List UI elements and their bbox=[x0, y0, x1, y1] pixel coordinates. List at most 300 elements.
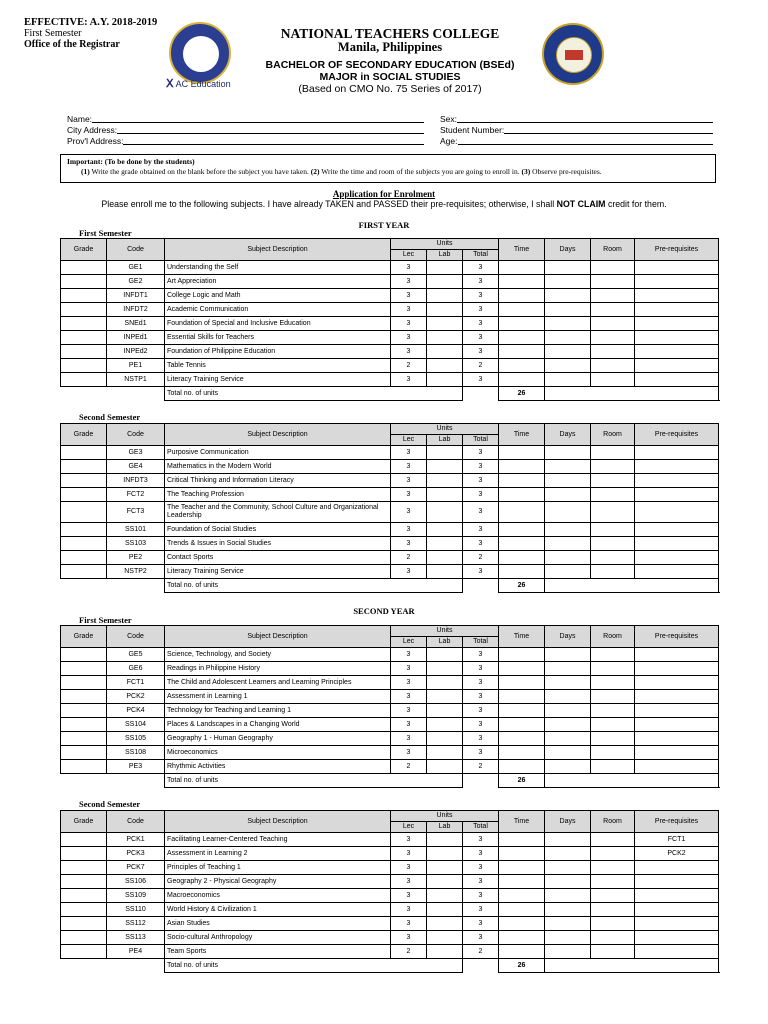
total-units-row bbox=[61, 774, 719, 788]
subject-code: SS105 bbox=[107, 732, 165, 746]
room-input-cell[interactable] bbox=[591, 303, 635, 317]
subject-description: Macroeconomics bbox=[165, 889, 391, 903]
registrar-office: Office of the Registrar bbox=[24, 39, 120, 50]
time-input-cell[interactable] bbox=[499, 690, 545, 704]
provincial-address-field[interactable] bbox=[67, 136, 424, 147]
time-input-cell[interactable] bbox=[499, 903, 545, 917]
days-input-cell[interactable] bbox=[545, 331, 591, 345]
subject-code: SS112 bbox=[107, 917, 165, 931]
days-input-cell[interactable] bbox=[545, 945, 591, 959]
room-input-cell[interactable] bbox=[591, 861, 635, 875]
time-input-cell[interactable] bbox=[499, 317, 545, 331]
table-row bbox=[61, 917, 719, 931]
time-input-cell[interactable] bbox=[499, 861, 545, 875]
room-input-cell[interactable] bbox=[591, 261, 635, 275]
subject-code: PE4 bbox=[107, 945, 165, 959]
days-input-cell[interactable] bbox=[545, 861, 591, 875]
time-input-cell[interactable] bbox=[499, 718, 545, 732]
age-field[interactable] bbox=[440, 136, 713, 147]
prerequisite bbox=[635, 676, 719, 690]
time-input-cell[interactable] bbox=[499, 331, 545, 345]
grade-input-cell[interactable] bbox=[61, 565, 107, 579]
subject-code: NSTP2 bbox=[107, 565, 165, 579]
room-input-cell[interactable] bbox=[591, 704, 635, 718]
total-units: 3 bbox=[463, 917, 499, 931]
instruction-text: Observe pre-requisites. bbox=[532, 167, 602, 176]
grade-input-cell[interactable] bbox=[61, 931, 107, 945]
lab-units bbox=[427, 732, 463, 746]
time-input-cell[interactable] bbox=[499, 523, 545, 537]
room-input-cell[interactable] bbox=[591, 359, 635, 373]
subject-code: GE3 bbox=[107, 446, 165, 460]
code-column-header: Code bbox=[107, 811, 165, 833]
subject-description: Contact Sports bbox=[165, 551, 391, 565]
time-input-cell[interactable] bbox=[499, 537, 545, 551]
subject-code: PCK7 bbox=[107, 861, 165, 875]
days-input-cell[interactable] bbox=[545, 847, 591, 861]
days-input-cell[interactable] bbox=[545, 917, 591, 931]
grade-input-cell[interactable] bbox=[61, 648, 107, 662]
lec-units: 3 bbox=[391, 446, 427, 460]
room-input-cell[interactable] bbox=[591, 875, 635, 889]
subject-code: INFDT2 bbox=[107, 303, 165, 317]
prerequisite bbox=[635, 690, 719, 704]
time-input-cell[interactable] bbox=[499, 488, 545, 502]
time-input-cell[interactable] bbox=[499, 833, 545, 847]
total-units: 3 bbox=[463, 746, 499, 760]
total-units-label: Total no. of units bbox=[165, 774, 463, 788]
time-input-cell[interactable] bbox=[499, 746, 545, 760]
grade-input-cell[interactable] bbox=[61, 303, 107, 317]
table-row bbox=[61, 718, 719, 732]
empty-cell bbox=[61, 387, 165, 401]
grade-input-cell[interactable] bbox=[61, 289, 107, 303]
subject-description: Science, Technology, and Society bbox=[165, 648, 391, 662]
room-input-cell[interactable] bbox=[591, 275, 635, 289]
instruction-number: (2) bbox=[310, 167, 320, 176]
table-row bbox=[61, 875, 719, 889]
instructions-body bbox=[67, 167, 709, 177]
total-units: 2 bbox=[463, 760, 499, 774]
lec-units: 3 bbox=[391, 861, 427, 875]
code-column-header: Code bbox=[107, 239, 165, 261]
sex-label: Sex: bbox=[440, 114, 458, 124]
room-input-cell[interactable] bbox=[591, 833, 635, 847]
days-input-cell[interactable] bbox=[545, 275, 591, 289]
time-input-cell[interactable] bbox=[499, 289, 545, 303]
days-input-cell[interactable] bbox=[545, 551, 591, 565]
grade-input-cell[interactable] bbox=[61, 875, 107, 889]
semester-total-units: 26 bbox=[499, 579, 545, 593]
ac-education-label: AC Education bbox=[175, 79, 231, 89]
subject-description: Literacy Training Service bbox=[165, 565, 391, 579]
grade-input-cell[interactable] bbox=[61, 488, 107, 502]
lec-units: 3 bbox=[391, 718, 427, 732]
total-units: 3 bbox=[463, 718, 499, 732]
lab-units bbox=[427, 474, 463, 488]
lab-units bbox=[427, 289, 463, 303]
grade-input-cell[interactable] bbox=[61, 917, 107, 931]
lec-units: 3 bbox=[391, 690, 427, 704]
subject-description: Purposive Communication bbox=[165, 446, 391, 460]
empty-cell bbox=[545, 774, 719, 788]
days-input-cell[interactable] bbox=[545, 488, 591, 502]
grade-input-cell[interactable] bbox=[61, 760, 107, 774]
total-units: 2 bbox=[463, 359, 499, 373]
days-input-cell[interactable] bbox=[545, 676, 591, 690]
statement-text-end: credit for them. bbox=[607, 199, 667, 209]
total-units: 3 bbox=[463, 537, 499, 551]
time-input-cell[interactable] bbox=[499, 662, 545, 676]
prerequisite bbox=[635, 488, 719, 502]
prerequisite bbox=[635, 537, 719, 551]
lab-units bbox=[427, 261, 463, 275]
grade-input-cell[interactable] bbox=[61, 359, 107, 373]
lec-units: 3 bbox=[391, 917, 427, 931]
time-input-cell[interactable] bbox=[499, 460, 545, 474]
time-column-header: Time bbox=[499, 239, 545, 261]
table-row bbox=[61, 662, 719, 676]
days-input-cell[interactable] bbox=[545, 261, 591, 275]
days-input-cell[interactable] bbox=[545, 359, 591, 373]
days-input-cell[interactable] bbox=[545, 746, 591, 760]
room-input-cell[interactable] bbox=[591, 373, 635, 387]
days-input-cell[interactable] bbox=[545, 833, 591, 847]
subject-description: Geography 2 - Physical Geography bbox=[165, 875, 391, 889]
days-input-cell[interactable] bbox=[545, 704, 591, 718]
prerequisites-column-header: Pre-requisites bbox=[635, 626, 719, 648]
semester-heading: First Semester bbox=[79, 228, 132, 238]
city-address-field[interactable] bbox=[67, 125, 424, 136]
code-column-header: Code bbox=[107, 626, 165, 648]
grade-input-cell[interactable] bbox=[61, 704, 107, 718]
days-input-cell[interactable] bbox=[545, 875, 591, 889]
units-column-header: Units bbox=[391, 811, 499, 822]
subjects-table bbox=[60, 810, 719, 973]
grade-input-cell[interactable] bbox=[61, 662, 107, 676]
room-input-cell[interactable] bbox=[591, 565, 635, 579]
total-units: 3 bbox=[463, 861, 499, 875]
room-input-cell[interactable] bbox=[591, 732, 635, 746]
time-input-cell[interactable] bbox=[499, 474, 545, 488]
subject-description: Critical Thinking and Information Literacy bbox=[165, 474, 391, 488]
lab-units bbox=[427, 903, 463, 917]
room-input-cell[interactable] bbox=[591, 746, 635, 760]
grade-input-cell[interactable] bbox=[61, 474, 107, 488]
lec-units: 3 bbox=[391, 875, 427, 889]
room-input-cell[interactable] bbox=[591, 718, 635, 732]
grade-input-cell[interactable] bbox=[61, 523, 107, 537]
lec-units: 3 bbox=[391, 889, 427, 903]
subject-description: World History & Civilization 1 bbox=[165, 903, 391, 917]
instruction-text: Write the grade obtained on the blank before the subject you have taken. bbox=[91, 167, 309, 176]
table-row bbox=[61, 889, 719, 903]
subject-code: NSTP1 bbox=[107, 373, 165, 387]
empty-cell bbox=[463, 579, 499, 593]
total-units: 3 bbox=[463, 704, 499, 718]
subject-code: GE1 bbox=[107, 261, 165, 275]
grade-input-cell[interactable] bbox=[61, 537, 107, 551]
prerequisite bbox=[635, 446, 719, 460]
days-input-cell[interactable] bbox=[545, 345, 591, 359]
subject-code: INPEd2 bbox=[107, 345, 165, 359]
grade-input-cell[interactable] bbox=[61, 317, 107, 331]
table-row bbox=[61, 331, 719, 345]
ntc-seal-icon bbox=[169, 22, 231, 84]
lab-units bbox=[427, 537, 463, 551]
room-input-cell[interactable] bbox=[591, 648, 635, 662]
room-input-cell[interactable] bbox=[591, 446, 635, 460]
lec-units: 3 bbox=[391, 833, 427, 847]
total-units: 2 bbox=[463, 551, 499, 565]
time-input-cell[interactable] bbox=[499, 446, 545, 460]
room-input-cell[interactable] bbox=[591, 523, 635, 537]
grade-column-header: Grade bbox=[61, 424, 107, 446]
time-input-cell[interactable] bbox=[499, 889, 545, 903]
room-input-cell[interactable] bbox=[591, 917, 635, 931]
prerequisite bbox=[635, 718, 719, 732]
empty-cell bbox=[545, 579, 719, 593]
room-input-cell[interactable] bbox=[591, 760, 635, 774]
time-input-cell[interactable] bbox=[499, 760, 545, 774]
lec-units: 3 bbox=[391, 460, 427, 474]
room-input-cell[interactable] bbox=[591, 847, 635, 861]
student-number-field[interactable] bbox=[440, 125, 713, 136]
grade-input-cell[interactable] bbox=[61, 732, 107, 746]
table-row bbox=[61, 502, 719, 523]
subject-code: SS108 bbox=[107, 746, 165, 760]
lab-units bbox=[427, 446, 463, 460]
lec-units: 2 bbox=[391, 551, 427, 565]
subject-description: Technology for Teaching and Learning 1 bbox=[165, 704, 391, 718]
days-column-header: Days bbox=[545, 626, 591, 648]
grade-input-cell[interactable] bbox=[61, 847, 107, 861]
lec-units: 3 bbox=[391, 676, 427, 690]
time-input-cell[interactable] bbox=[499, 565, 545, 579]
days-column-header: Days bbox=[545, 811, 591, 833]
grade-input-cell[interactable] bbox=[61, 261, 107, 275]
days-input-cell[interactable] bbox=[545, 317, 591, 331]
time-input-cell[interactable] bbox=[499, 275, 545, 289]
days-input-cell[interactable] bbox=[545, 565, 591, 579]
time-input-cell[interactable] bbox=[499, 345, 545, 359]
subject-code: PCK1 bbox=[107, 833, 165, 847]
room-input-cell[interactable] bbox=[591, 488, 635, 502]
subject-description: Literacy Training Service bbox=[165, 373, 391, 387]
grade-input-cell[interactable] bbox=[61, 945, 107, 959]
prerequisite bbox=[635, 875, 719, 889]
time-input-cell[interactable] bbox=[499, 704, 545, 718]
empty-cell bbox=[61, 959, 165, 973]
grade-input-cell[interactable] bbox=[61, 903, 107, 917]
effective-year: EFFECTIVE: A.Y. 2018-2019 bbox=[24, 17, 158, 28]
time-input-cell[interactable] bbox=[499, 875, 545, 889]
days-input-cell[interactable] bbox=[545, 889, 591, 903]
time-input-cell[interactable] bbox=[499, 917, 545, 931]
table-row bbox=[61, 704, 719, 718]
subject-code: FCT1 bbox=[107, 676, 165, 690]
subject-description: Places & Landscapes in a Changing World bbox=[165, 718, 391, 732]
subject-description: Socio-cultural Anthropology bbox=[165, 931, 391, 945]
days-input-cell[interactable] bbox=[545, 732, 591, 746]
grade-input-cell[interactable] bbox=[61, 861, 107, 875]
subject-description: The Teacher and the Community, School Culture and Organizational Leadership bbox=[165, 502, 391, 523]
subject-description: Foundation of Social Studies bbox=[165, 523, 391, 537]
lab-units bbox=[427, 303, 463, 317]
grade-input-cell[interactable] bbox=[61, 373, 107, 387]
room-input-cell[interactable] bbox=[591, 317, 635, 331]
days-input-cell[interactable] bbox=[545, 903, 591, 917]
table-row bbox=[61, 373, 719, 387]
college-location: Manila, Philippines bbox=[337, 40, 443, 54]
days-input-cell[interactable] bbox=[545, 502, 591, 523]
prerequisite bbox=[635, 359, 719, 373]
subject-description: Assessment in Learning 2 bbox=[165, 847, 391, 861]
prerequisite bbox=[635, 732, 719, 746]
room-input-cell[interactable] bbox=[591, 945, 635, 959]
name-field[interactable] bbox=[67, 114, 424, 125]
city-address-label: City Address: bbox=[67, 125, 118, 135]
grade-input-cell[interactable] bbox=[61, 331, 107, 345]
lec-units: 3 bbox=[391, 523, 427, 537]
lec-units: 3 bbox=[391, 275, 427, 289]
room-input-cell[interactable] bbox=[591, 931, 635, 945]
total-units: 3 bbox=[463, 648, 499, 662]
room-input-cell[interactable] bbox=[591, 662, 635, 676]
semester-heading: Second Semester bbox=[79, 412, 141, 422]
subject-description: Art Appreciation bbox=[165, 275, 391, 289]
time-input-cell[interactable] bbox=[499, 648, 545, 662]
table-row bbox=[61, 303, 719, 317]
time-input-cell[interactable] bbox=[499, 261, 545, 275]
subject-description: The Child and Adolescent Learners and Learning Principles bbox=[165, 676, 391, 690]
time-input-cell[interactable] bbox=[499, 502, 545, 523]
table-row bbox=[61, 861, 719, 875]
room-input-cell[interactable] bbox=[591, 903, 635, 917]
total-units: 3 bbox=[463, 317, 499, 331]
table-row bbox=[61, 261, 719, 275]
days-input-cell[interactable] bbox=[545, 446, 591, 460]
grade-input-cell[interactable] bbox=[61, 345, 107, 359]
total-units: 3 bbox=[463, 460, 499, 474]
lab-units bbox=[427, 833, 463, 847]
prerequisite bbox=[635, 889, 719, 903]
days-input-cell[interactable] bbox=[545, 690, 591, 704]
room-input-cell[interactable] bbox=[591, 502, 635, 523]
time-input-cell[interactable] bbox=[499, 303, 545, 317]
days-input-cell[interactable] bbox=[545, 303, 591, 317]
time-input-cell[interactable] bbox=[499, 551, 545, 565]
subjects-table bbox=[60, 423, 719, 593]
days-input-cell[interactable] bbox=[545, 662, 591, 676]
time-input-cell[interactable] bbox=[499, 732, 545, 746]
room-input-cell[interactable] bbox=[591, 289, 635, 303]
lab-units bbox=[427, 523, 463, 537]
prerequisite bbox=[635, 746, 719, 760]
subject-description: Trends & Issues in Social Studies bbox=[165, 537, 391, 551]
lab-units bbox=[427, 917, 463, 931]
grade-input-cell[interactable] bbox=[61, 690, 107, 704]
table-row bbox=[61, 945, 719, 959]
prerequisite bbox=[635, 303, 719, 317]
lab-units bbox=[427, 718, 463, 732]
grade-input-cell[interactable] bbox=[61, 502, 107, 523]
days-input-cell[interactable] bbox=[545, 460, 591, 474]
time-input-cell[interactable] bbox=[499, 373, 545, 387]
semester-total-units: 26 bbox=[499, 959, 545, 973]
room-input-cell[interactable] bbox=[591, 889, 635, 903]
days-input-cell[interactable] bbox=[545, 474, 591, 488]
prerequisite bbox=[635, 502, 719, 523]
room-input-cell[interactable] bbox=[591, 460, 635, 474]
grade-input-cell[interactable] bbox=[61, 746, 107, 760]
lab-units bbox=[427, 875, 463, 889]
subject-description: Foundation of Philippine Education bbox=[165, 345, 391, 359]
prerequisite bbox=[635, 861, 719, 875]
grade-input-cell[interactable] bbox=[61, 551, 107, 565]
time-input-cell[interactable] bbox=[499, 945, 545, 959]
prerequisite bbox=[635, 704, 719, 718]
sex-field[interactable] bbox=[440, 114, 713, 125]
room-input-cell[interactable] bbox=[591, 474, 635, 488]
lab-units bbox=[427, 889, 463, 903]
empty-cell bbox=[545, 387, 719, 401]
days-input-cell[interactable] bbox=[545, 718, 591, 732]
instruction-number: (1) bbox=[81, 167, 90, 176]
grade-input-cell[interactable] bbox=[61, 275, 107, 289]
room-input-cell[interactable] bbox=[591, 690, 635, 704]
table-row bbox=[61, 523, 719, 537]
table-header-row bbox=[61, 811, 719, 822]
days-input-cell[interactable] bbox=[545, 289, 591, 303]
days-column-header: Days bbox=[545, 424, 591, 446]
table-row bbox=[61, 275, 719, 289]
college-name: NATIONAL TEACHERS COLLEGE bbox=[280, 26, 500, 41]
time-input-cell[interactable] bbox=[499, 359, 545, 373]
time-input-cell[interactable] bbox=[499, 676, 545, 690]
total-units-row bbox=[61, 959, 719, 973]
lec-units: 2 bbox=[391, 760, 427, 774]
total-units: 3 bbox=[463, 889, 499, 903]
days-input-cell[interactable] bbox=[545, 523, 591, 537]
room-input-cell[interactable] bbox=[591, 537, 635, 551]
grade-input-cell[interactable] bbox=[61, 676, 107, 690]
room-input-cell[interactable] bbox=[591, 676, 635, 690]
grade-input-cell[interactable] bbox=[61, 833, 107, 847]
grade-input-cell[interactable] bbox=[61, 446, 107, 460]
semester-total-units: 26 bbox=[499, 774, 545, 788]
days-input-cell[interactable] bbox=[545, 760, 591, 774]
subject-code: GE5 bbox=[107, 648, 165, 662]
total-units: 3 bbox=[463, 502, 499, 523]
room-input-cell[interactable] bbox=[591, 331, 635, 345]
room-input-cell[interactable] bbox=[591, 551, 635, 565]
time-input-cell[interactable] bbox=[499, 931, 545, 945]
grade-input-cell[interactable] bbox=[61, 889, 107, 903]
days-input-cell[interactable] bbox=[545, 373, 591, 387]
room-input-cell[interactable] bbox=[591, 345, 635, 359]
prerequisite bbox=[635, 931, 719, 945]
time-input-cell[interactable] bbox=[499, 847, 545, 861]
days-input-cell[interactable] bbox=[545, 537, 591, 551]
subject-description: Assessment in Learning 1 bbox=[165, 690, 391, 704]
days-input-cell[interactable] bbox=[545, 931, 591, 945]
grade-input-cell[interactable] bbox=[61, 460, 107, 474]
description-column-header: Subject Description bbox=[165, 424, 391, 446]
subject-code: GE4 bbox=[107, 460, 165, 474]
days-input-cell[interactable] bbox=[545, 648, 591, 662]
grade-input-cell[interactable] bbox=[61, 718, 107, 732]
